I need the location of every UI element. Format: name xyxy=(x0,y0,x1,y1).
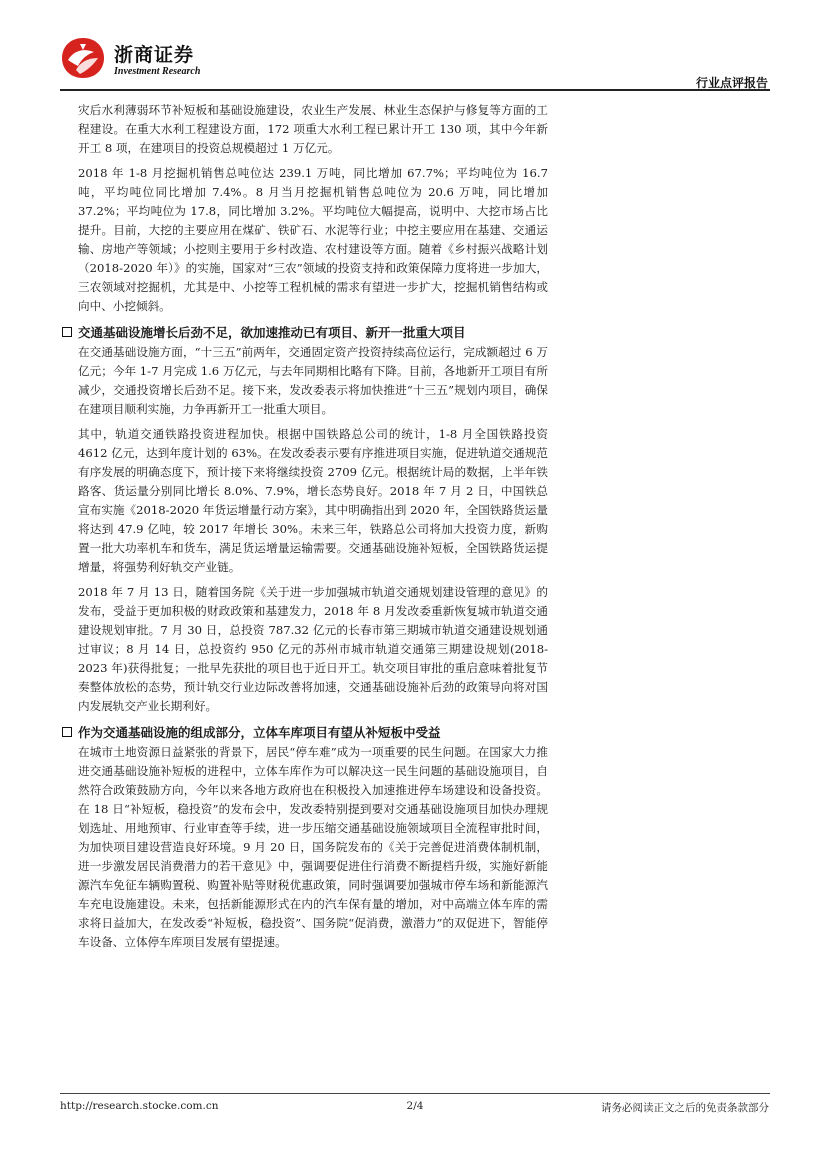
zheshang-logo-icon xyxy=(60,36,106,80)
section-heading-text: 作为交通基础设施的组成部分，立体车库项目有望从补短板中受益 xyxy=(78,725,441,740)
paragraph-transport-investment: 在交通基础设施方面，“十三五”前两年，交通固定资产投资持续高位运行，完成额超过 6 万亿元；今年 1-7 月完成 1.6 万亿元，与去年同期相比略有下降。目前，各地新开工项目有所减少，交通投资增长后劲不足。接下来，发改委表示将加快推进“十三五”规划内项目，确保在建项目顺利实施，力争再新开工一批重大项目。 xyxy=(78,345,548,416)
document-body xyxy=(78,101,548,958)
paragraph-parking-garage: 在城市土地资源日益紧张的背景下，居民“停车难”成为一项重要的民生问题。在国家大力推进交通基础设施补短板的进程中，立体车库作为可以解决这一民生问题的基础设施项目，自然符合政策鼓励方向，今年以来各地方政府也在积极投入加速推进停车场建设和设备投资。在 18 日“补短板，稳投资”的发布会中，发改委特别提到要对交通基础设施项目加快办理规划选址、用地预审、行业审查等手续，进一步压缩交通基础设施领域项目全流程审批时间，为加快项目建设营造良好环境。9 月 20 日，国务院发布的《关于完善促进消费体制机制，进一步激发居民消费潜力的若干意见》中，强调要促进住行消费不断提档升级，实施好新能源汽车免征车辆购置税、购置补贴等财税优惠政策，同时强调要加强城市停车场和新能源汽车充电设施建设。未来，包括新能源形式在内的汽车保有量的增加，对中高端立体车库的需求将日益加大，在发改委“补短板，稳投资”、国务院“促消费，激潜力”的双促进下，智能停车设备、立体停车库项目发展有望提速。 xyxy=(78,745,548,949)
report-type-label: 行业点评报告 xyxy=(695,76,768,90)
brand-name: 浙商证券 xyxy=(114,44,195,66)
paragraph-excavator-sales: 2018 年 1-8 月挖掘机销售总吨位达 239.1 万吨，同比增加 67.7%；平均吨位为 16.7 吨，平均吨位同比增加 7.4%。8 月当月挖掘机销售总吨位为 20.6 万吨，同比增加 37.2%；平均吨位为 17.8，同比增加 3.2%。平均吨位大幅提高，说明中、大挖市场占比提升。目前，大挖的主要应用在煤矿、铁矿石、水泥等行业；中挖主要应用在基建、交通运输、房地产等领域；小挖则主要用于乡村改造、农村建设等方面。随着《乡村振兴战略计划（2018-2020 年）》的实施，国家对“三农”领域的投资支持和政策保障力度将进一步加大，三农领域对挖掘机，尤其是中、小挖等工程机械的需求有望进一步扩大，挖掘机销售结构或向中、小挖倾斜。 xyxy=(78,166,548,313)
section-heading-text: 交通基础设施增长后劲不足，欲加速推动已有项目、新开一批重大项目 xyxy=(78,325,466,340)
paragraph-urban-rail: 2018 年 7 月 13 日，随着国务院《关于进一步加强城市轨道交通规划建设管理的意见》的发布，受益于更加积极的财政政策和基建发力，2018 年 8 月发改委重新恢复城市轨道交通建设规划审批。7 月 30 日，总投资 787.32 亿元的长春市第三期城市轨道交通建设规划通过审议；8 月 14 日，总投资约 950 亿元的苏州市城市轨道交通第三期建设规划(2018-2023 年)获得批复；一批早先获批的项目也于近日开工。轨交项目审批的重启意味着批复节奏整体放松的态势，预计轨交行业边际改善将加速，交通基础设施补后劲的政策导向将对国内发展轨交产业长期利好。 xyxy=(78,585,548,713)
brand-subtitle: Investment Research xyxy=(114,66,201,77)
checkbox-bullet-icon xyxy=(62,727,72,737)
section-heading-parking xyxy=(78,722,548,743)
footer-divider xyxy=(60,1093,770,1094)
section-heading-transport xyxy=(78,322,548,343)
paragraph-railway-investment: 其中，轨道交通铁路投资进程加快。根据中国铁路总公司的统计，1-8 月全国铁路投资 4612 亿元，达到年度计划的 63%。在发改委表示要有序推进项目实施，促进轨道交通规范有序发展的明确态度下，预计接下来将继续投资 2709 亿元。根据统计局的数据，上半年铁路客、货运量分别同比增长 8.0%、7.9%，增长态势良好。2018 年 7 月 2 日，中国铁总宣布实施《2018-2020 年货运增量行动方案》，其中明确指出到 2020 年，全国铁路货运量将达到 47.9 亿吨，较 2017 年增长 30%。未来三年，铁路总公司将加大投资力度，新购置一批大功率机车和货车，满足货运增量运输需要。交通基础设施补短板，全国铁路货运提增量，将强势利好轨交产业链。 xyxy=(78,427,548,574)
page-header xyxy=(60,36,770,92)
footer-url-link[interactable]: http://research.stocke.com.cn xyxy=(60,1100,219,1112)
footer-disclaimer: 请务必阅读正文之后的免责条款部分 xyxy=(601,1102,769,1114)
header-divider xyxy=(60,89,770,91)
paragraph-water-conservancy: 灾后水利薄弱环节补短板和基础设施建设，农业生产发展、林业生态保护与修复等方面的工程建设。在重大水利工程建设方面，172 项重大水利工程已累计开工 130 项，其中今年新开工 8 项，在建项目的投资总规模超过 1 万亿元。 xyxy=(78,103,548,155)
page-number: 2/4 xyxy=(406,1100,424,1112)
checkbox-bullet-icon xyxy=(62,327,72,337)
